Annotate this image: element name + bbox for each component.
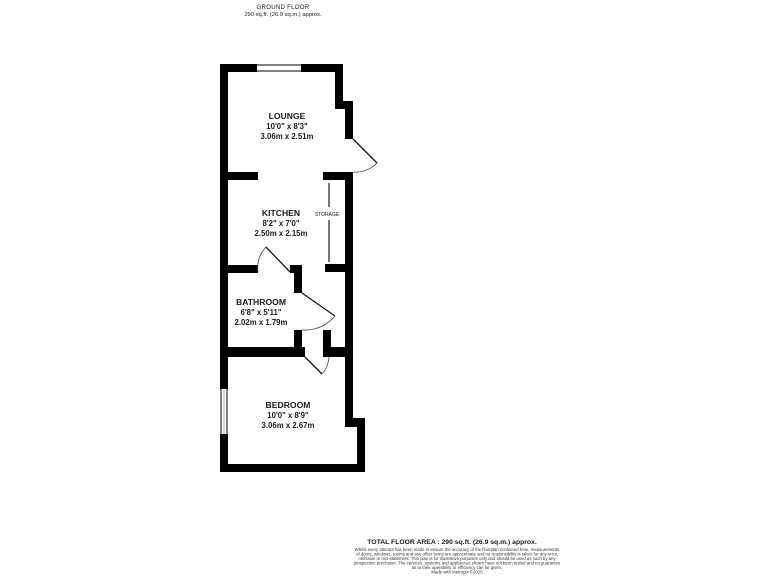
disclaimer-line: of doors, windows, rooms and any other items are approximate and no responsibility is taken for any error,	[356, 551, 558, 557]
wall-lounge-kitchen-left	[220, 172, 258, 180]
wall-lounge-right-mid	[345, 109, 353, 139]
footer-block	[354, 539, 561, 575]
total-floor-area: TOTAL FLOOR AREA : 290 sq.ft. (26.9 sq.m.) approx.	[367, 539, 537, 546]
disclaimer-line: Whilst every attempt has been made to ensure the accuracy of the floorplan contained here, measurements	[354, 547, 560, 552]
room-label-bedroom: BEDROOM	[265, 400, 311, 410]
plan-subtitle: 290 sq.ft. (26.9 sq.m.) approx.	[244, 12, 322, 18]
wall-kitchen-bath-left	[220, 265, 258, 273]
room-label-lounge: LOUNGE	[268, 111, 306, 121]
room-label-bathroom: BATHROOM	[236, 297, 286, 307]
front-door	[353, 139, 377, 172]
wall-bath-bed-right	[323, 347, 353, 357]
wall-lounge-step	[335, 101, 353, 109]
plan-title: GROUND FLOOR	[256, 4, 310, 11]
wall-left-upper	[220, 64, 228, 389]
disclaimer-line: omission or mis-statement. This plan is for illustrative purposes only and should be used as such by any	[358, 556, 556, 561]
room-dims-metric-bedroom: 3.06m x 2.67m	[261, 421, 315, 430]
bathroom-door	[302, 293, 335, 330]
wall-bath-right-upper	[294, 265, 302, 293]
room-dims-imperial-kitchen: 8'2" x 7'0"	[262, 219, 300, 228]
disclaimer-line: prospective purchaser. The services, systems and appliances shown have not been tested and no guarantee	[353, 560, 561, 566]
wall-hall-stub	[323, 330, 331, 347]
room-dims-metric-kitchen: 2.50m x 2.15m	[254, 229, 308, 238]
room-dims-metric-bathroom: 2.02m x 1.79m	[234, 318, 288, 327]
wall-kitchen-bottom-right	[325, 264, 353, 272]
wall-bottom	[220, 464, 365, 472]
credit-line: Made with Metropix ©2025	[431, 569, 483, 575]
room-dims-imperial-lounge: 10'0" x 8'3"	[266, 122, 308, 131]
bedroom-door	[305, 357, 329, 374]
room-dims-metric-lounge: 3.06m x 2.51m	[260, 132, 314, 141]
wall-bed-right-upper	[345, 357, 353, 426]
bedroom-window	[219, 389, 229, 434]
doors-layer	[258, 139, 377, 374]
disclaimer-line: as to their operability or efficiency can be given.	[411, 565, 503, 570]
storage-label: STORAGE	[314, 212, 340, 218]
lounge-window	[257, 63, 301, 73]
room-dims-imperial-bathroom: 6'8" x 5'11"	[240, 308, 282, 317]
kitchen-bathroom-door	[258, 247, 290, 272]
room-label-kitchen: KITCHEN	[261, 208, 301, 218]
room-dims-imperial-bedroom: 10'0" x 8'9"	[267, 411, 309, 420]
wall-bath-bed-left	[220, 347, 305, 357]
wall-bed-right-lower	[357, 418, 365, 472]
